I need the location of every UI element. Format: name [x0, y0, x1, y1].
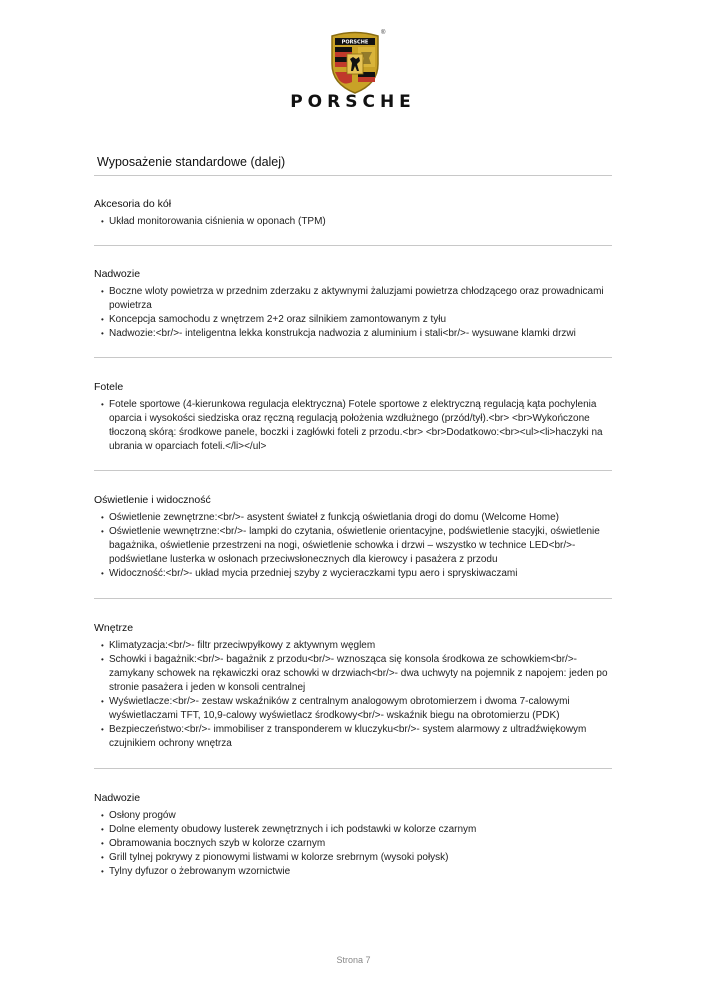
page-header [0, 0, 707, 120]
list-item: • Widoczność:<br/>- układ mycia przedniej szyby z wycieraczkami typu aero i spryskiwaczami [101, 567, 612, 581]
section-divider [94, 245, 612, 246]
section-divider [94, 357, 612, 358]
section-heading: Nadwozie [94, 792, 141, 804]
section-heading: Oświetlenie i widoczność [94, 494, 211, 506]
section-divider [94, 768, 612, 769]
page-number: Strona 7 [336, 955, 371, 965]
section-heading: Nadwozie [94, 268, 141, 280]
registered-mark: ® [381, 30, 386, 36]
item-list [101, 285, 612, 341]
list-item: • Schowki i bagażnik:<br/>- bagażnik z przodu<br/>- wznosząca się konsola środkowa ze schowkiem<br/>- zamykany schowek na rękawiczki oraz schowki w drzwiach<br/>- dwa uchwyty na pojemnik z napojem: jeden po stronie pasażera i jeden w konsoli centralnej [101, 653, 612, 695]
section-heading: Akcesoria do kół [94, 198, 172, 210]
list-item: • Osłony progów [101, 809, 612, 823]
list-item: • Układ monitorowania ciśnienia w oponach (TPM) [101, 215, 612, 229]
list-item: • Nadwozie:<br/>- inteligentna lekka konstrukcja nadwozia z aluminium i stali<br/>- wysuwane klamki drzwi [101, 327, 612, 341]
list-item: • Dolne elementy obudowy lusterek zewnętrznych i ich podstawki w kolorze czarnym [101, 823, 612, 837]
crest-text: PORSCHE [341, 39, 369, 46]
item-list [101, 511, 612, 581]
list-item: • Koncepcja samochodu z wnętrzem 2+2 oraz silnikiem zamontowanym z tyłu [101, 313, 612, 327]
porsche-wordmark: PORSCHE [290, 92, 416, 112]
list-item: • Oświetlenie zewnętrzne:<br/>- asystent świateł z funkcją oświetlania drogi do domu (Welcome Home) [101, 511, 612, 525]
list-item: • Obramowania bocznych szyb w kolorze czarnym [101, 837, 612, 851]
list-item: • Boczne wloty powietrza w przednim zderzaku z aktywnymi żaluzjami powietrza chłodzącego oraz prowadnicami powietrza [101, 285, 612, 313]
list-item: • Grill tylnej pokrywy z pionowymi listwami w kolorze srebrnym (wysoki połysk) [101, 851, 612, 865]
section-divider [94, 598, 612, 599]
item-list [101, 215, 612, 229]
list-item: • Oświetlenie wewnętrzne:<br/>- lampki do czytania, oświetlenie orientacyjne, podświetlenie stacyjki, oświetlenie bagażnika, oświetlenie przestrzeni na nogi, oświetlenie schowka i drzwi – wszystko w technice LED<br/>- podświetlane lusterka w osłonach przeciwsłonecznych dla kierowcy i pasażera z przodu [101, 525, 612, 567]
list-item: • Klimatyzacja:<br/>- filtr przeciwpyłkowy z aktywnym węglem [101, 639, 612, 653]
item-list [101, 398, 612, 454]
item-list [101, 809, 612, 879]
section-heading: Fotele [94, 381, 124, 393]
item-list [101, 639, 612, 751]
list-item: • Fotele sportowe (4-kierunkowa regulacja elektryczna) Fotele sportowe z elektryczną regulacją kąta pochylenia oparcia i wysokości siedziska oraz ręczną regulacją położenia wzdłużnego (przód/tył).<br> <br>Wykończone tłoczoną skórą: środkowe panele, boczki i zagłówki foteli z przodu.<br> <br>Dodatkowo:<br><ul><li>haczyki na ubrania w oparciach foteli.</li></ul> [101, 398, 612, 454]
list-item: • Wyświetlacze:<br/>- zestaw wskaźników z centralnym analogowym obrotomierzem i dwoma 7-calowymi wyświetlaczami TFT, 10,9-calowy wyświetlacz środkowy<br/>- wskaźnik biegu na obrotomierzu (PDK) [101, 695, 612, 723]
section-heading: Wnętrze [94, 622, 134, 634]
section-divider [94, 470, 612, 471]
list-item: • Tylny dyfuzor o żebrowanym wzornictwie [101, 865, 612, 879]
porsche-crest-logo [329, 30, 381, 94]
title-divider [94, 175, 612, 176]
page-title: Wyposażenie standardowe (dalej) [97, 155, 286, 169]
list-item: • Bezpieczeństwo:<br/>- immobiliser z transponderem w kluczyku<br/>- system alarmowy z ultradźwiękowym czujnikiem ochrony wnętrza [101, 723, 612, 751]
